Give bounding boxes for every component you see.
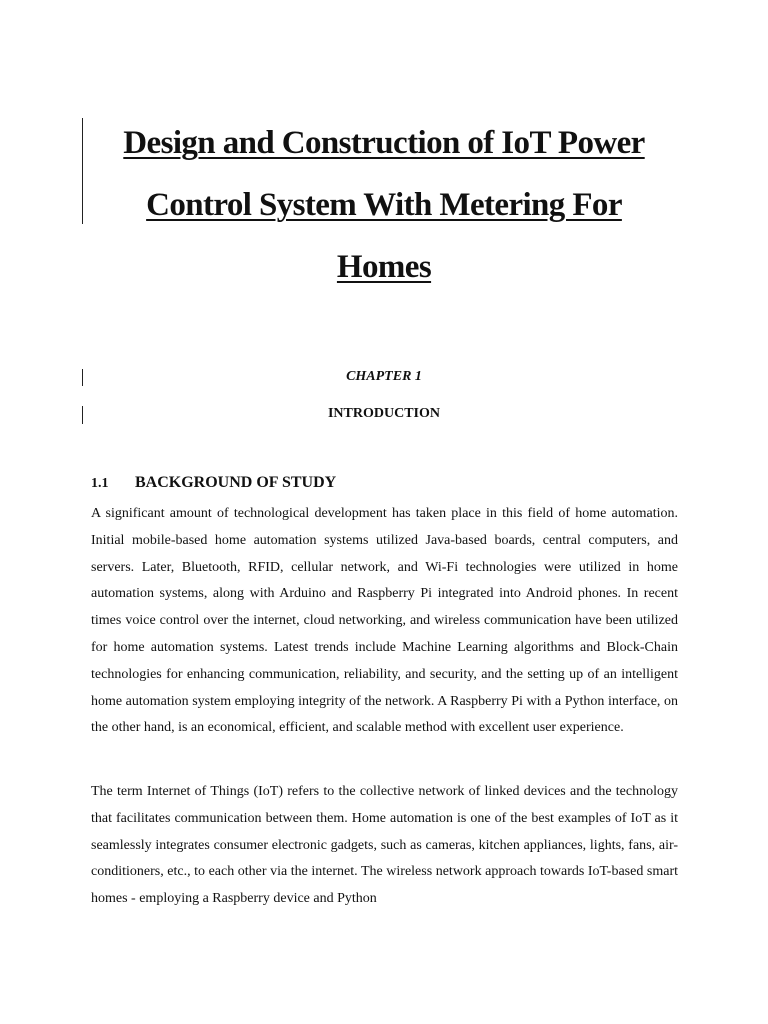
chapter-title: INTRODUCTION: [327, 406, 440, 421]
revision-bar-chapter: [82, 369, 83, 386]
section-number: 1.1: [91, 476, 109, 491]
revision-bar-introduction: [82, 406, 83, 424]
section-heading: [91, 474, 336, 492]
paragraph: A significant amount of technological development has taken place in this field of home automation. Initial mobile-based home automation systems utilized Java-based boards, central computers, and servers. Later, Bluetooth, RFID, cellular network, and Wi-Fi technologies were utilized in home automation systems, along with Arduino and Raspberry Pi integrated into Android phones. In recent times voice control over the internet, cloud networking, and wireless communication have been utilized for home automation systems. Latest trends include Machine Learning algorithms and Block-Chain technologies for enhancing communication, reliability, and security, and the setting up of an intelligent home automation system employing integrity of the network. A Raspberry Pi with a Python interface, on the other hand, is an economical, efficient, and scalable method with excellent user experience.: [91, 506, 678, 736]
paragraph: The term Internet of Things (IoT) refers to the collective network of linked devices and the technology that facilitates communication between them. Home automation is one of the best examples of IoT as it seamlessly integrates consumer electronic gadgets, such as cameras, kitchen appliances, lights, fans, air-conditioners, etc., to each other via the internet. The wireless network approach towards IoT-based smart homes - employing a Raspberry device and Python: [91, 784, 678, 907]
revision-bar-title: [82, 118, 83, 224]
section-title: BACKGROUND OF STUDY: [135, 474, 337, 491]
document-title: Design and Construction of IoT Power Control System With Metering For Homes: [123, 125, 645, 285]
chapter-label: CHAPTER 1: [346, 369, 422, 384]
